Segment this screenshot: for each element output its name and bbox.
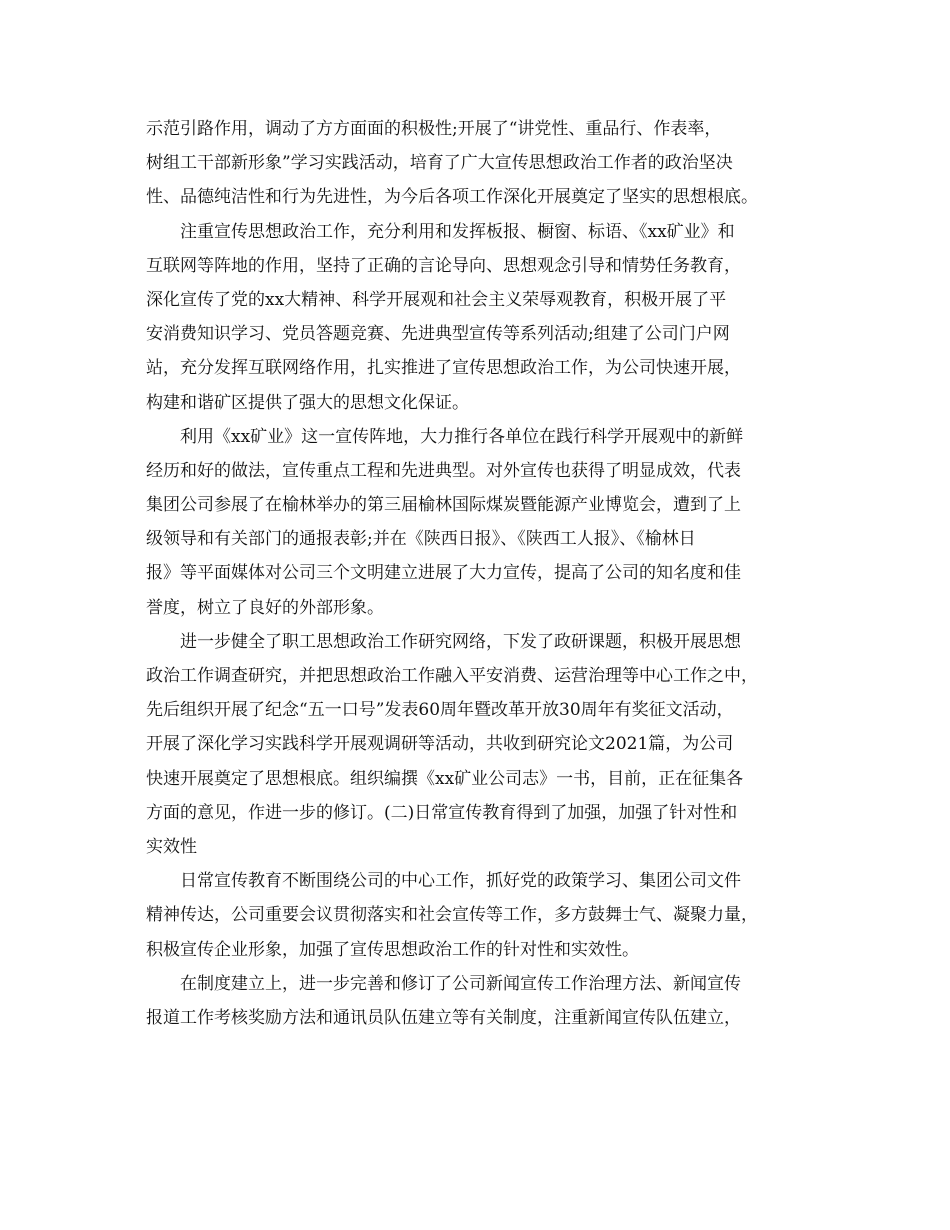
text-line: 经历和好的做法，宣传重点工程和先进典型。对外宣传也获得了明显成效，代表 [146, 460, 741, 481]
body-text [146, 112, 816, 1035]
text-line: 政治工作调查研究，并把思想政治工作融入平安消费、运营治理等中心工作之中， [146, 666, 758, 686]
text-line: 性、品德纯洁性和行为先进性，为今后各项工作深化开展奠定了坚实的思想根底。 [146, 187, 758, 208]
text-line: 精神传达，公司重要会议贯彻落实和社会宣传等工作，多方鼓舞士气、凝聚力量， [146, 905, 758, 926]
text-line: 誉度，树立了良好的外部形象。 [146, 597, 384, 618]
text-line: 安消费知识学习、党员答题竞赛、先进典型宣传等系列活动;组建了公司门户网 [146, 324, 730, 345]
text-line: 快速开展奠定了思想根底。组织编撰《xx矿业公司志》一书，目前，正在征集各 [146, 768, 744, 789]
text-line: 开展了深化学习实践科学开展观调研等活动，共收到研究论文2021篇，为公司 [146, 734, 734, 755]
text-line: 先后组织开展了纪念“五一口号”发表60周年暨改革开放30周年有奖征文活动， [146, 700, 734, 721]
text-line: 构建和谐矿区提供了强大的思想文化保证。 [146, 392, 469, 413]
paragraph-first-line: 注重宣传思想政治工作，充分利用和发挥板报、橱窗、标语、《xx矿业》和 [180, 221, 735, 242]
text-line: 报》等平面媒体对公司三个文明建立进展了大力宣传，提高了公司的知名度和佳 [146, 563, 741, 584]
text-line: 级领导和有关部门的通报表彰;并在《陕西日报》、《陕西工人报》、《榆林日 [146, 529, 696, 550]
paragraph-first-line: 进一步健全了职工思想政治工作研究网络，下发了政研课题，积极开展思想 [180, 631, 741, 652]
paragraph-first-line: 利用《xx矿业》这一宣传阵地，大力推行各单位在践行科学开展观中的新鲜 [180, 426, 744, 447]
paragraph-first-line: 日常宣传教育不断围绕公司的中心工作，抓好党的政策学习、集团公司文件 [180, 871, 741, 892]
text-line: 树组工干部新形象”学习实践活动，培育了广大宣传思想政治工作者的政治坚决 [146, 153, 733, 174]
text-line: 集团公司参展了在榆林举办的第三届榆林国际煤炭暨能源产业博览会，遭到了上 [146, 495, 741, 516]
paragraph-first-line: 在制度建立上，进一步完善和修订了公司新闻宣传工作治理方法、新闻宣传 [180, 973, 741, 994]
text-line: 报道工作考核奖励方法和通讯员队伍建立等有关制度，注重新闻宣传队伍建立， [146, 1007, 741, 1028]
text-line: 示范引路作用，调动了方方面面的积极性;开展了“讲党性、重品行、作表率， [146, 119, 722, 139]
text-line: 实效性 [146, 836, 197, 857]
text-line: 站，充分发挥互联网络作用，扎实推进了宣传思想政治工作，为公司快速开展， [146, 358, 741, 379]
text-line: 互联网等阵地的作用，坚持了正确的言论导向、思想观念引导和情势任务教育， [146, 255, 741, 276]
text-line: 方面的意见，作进一步的修订。(二)日常宣传教育得到了加强，加强了针对性和 [146, 802, 738, 823]
text-line: 积极宣传企业形象，加强了宣传思想政治工作的针对性和实效性。 [146, 939, 639, 960]
text-line: 深化宣传了党的xx大精神、科学开展观和社会主义荣辱观教育，积极开展了平 [146, 289, 727, 310]
